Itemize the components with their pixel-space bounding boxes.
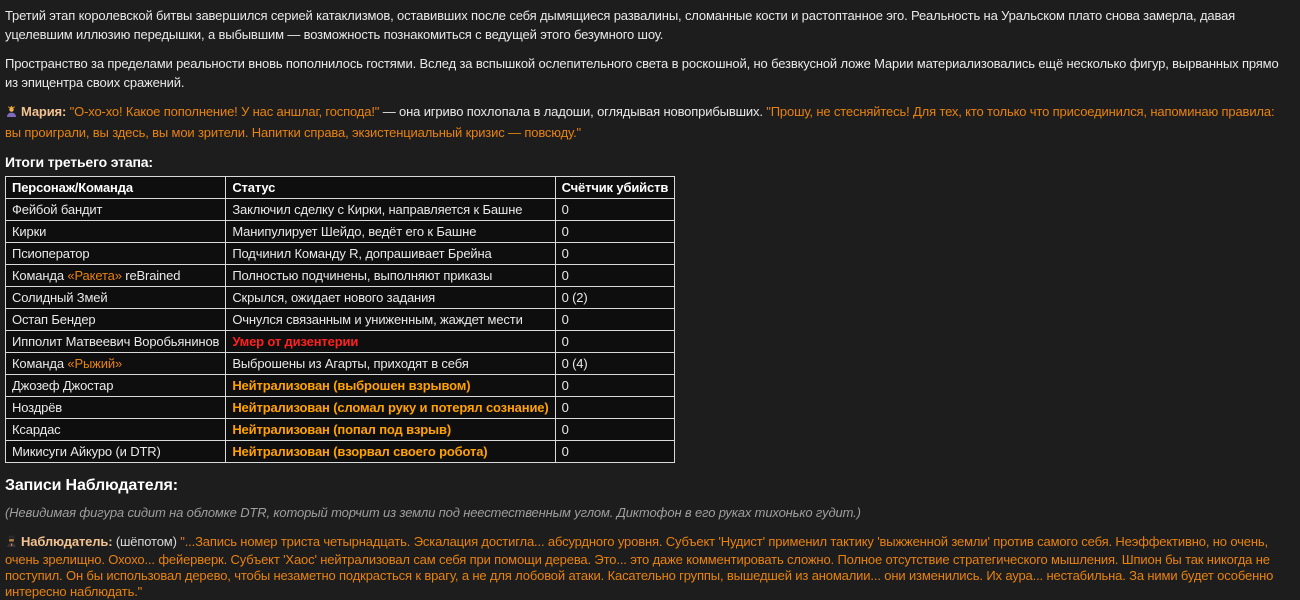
character-cell (6, 243, 226, 265)
table-row (6, 375, 675, 397)
name-segment: Кирки (12, 224, 47, 239)
character-cell (6, 221, 226, 243)
results-table-body (6, 199, 675, 463)
status-cell (226, 221, 555, 243)
name-segment: Ксардас (12, 422, 61, 437)
status-cell (226, 243, 555, 265)
status-cell (226, 375, 555, 397)
status-text: Подчинил Команду R, допрашивает Брейна (232, 246, 492, 261)
table-row (6, 397, 675, 419)
detective-emoji-icon (5, 535, 18, 552)
status-text: Выброшены из Агарты, приходят в себя (232, 356, 469, 371)
status-text: Нейтрализован (сломал руку и потерял сознание) (232, 400, 549, 415)
text-segment: "Прошу, не стесняйтесь! Для тех, кто только что присоединился, напоминаю правила: вы проиграли, вы здесь, вы мои зрители. Напитки справа, экзистенциальный кризис — повсюду." (5, 104, 1275, 140)
maria-name-label: Мария: (21, 104, 67, 119)
table-row (6, 243, 675, 265)
status-text: Манипулирует Шейдо, ведёт его к Башне (232, 224, 477, 239)
status-cell (226, 353, 555, 375)
character-cell (6, 353, 226, 375)
results-heading: Итоги третьего этапа: (5, 154, 153, 170)
status-cell (226, 441, 555, 463)
header-status: Статус (226, 177, 555, 199)
text-segment: "О-хо-хо! Какое пополнение! У нас аншлаг, господа!" (69, 104, 380, 119)
character-cell (6, 331, 226, 353)
results-table-head (6, 177, 675, 199)
status-text: Заключил сделку с Кирки, направляется к Башне (232, 202, 523, 217)
status-cell (226, 331, 555, 353)
character-cell (6, 287, 226, 309)
table-row (6, 353, 675, 375)
observer-name-label: Наблюдатель: (21, 534, 113, 549)
status-cell (226, 419, 555, 441)
table-row (6, 199, 675, 221)
character-cell (6, 199, 226, 221)
text-segment: — она игриво похлопала в ладоши, оглядывая новоприбывших. (379, 104, 767, 119)
intro-paragraph-2: Пространство за пределами реальности вновь пополнилось гостями. Вслед за вспышкой ослепительного света в роскошной, но безвкусной ложе Марии материализовались ещё несколько фигур, вырванных прямо из эпицентра своих сражений. (5, 56, 1279, 90)
name-segment: Фейбой бандит (12, 202, 103, 217)
kill-counter-cell: 0 (555, 441, 675, 463)
name-segment: Ноздрёв (12, 400, 63, 415)
maria-paragraph (5, 102, 1292, 142)
character-cell (6, 419, 226, 441)
header-character: Персонаж/Команда (6, 177, 226, 199)
character-cell (6, 441, 226, 463)
name-segment: Джозеф Джостар (12, 378, 114, 393)
status-text: Нейтрализован (взорвал своего робота) (232, 444, 488, 459)
kill-counter-cell: 0 (555, 331, 675, 353)
observer-quote: "...Запись номер триста четырнадцать. Эскалация достигла... абсурдного уровня. Субъект 'Нудист' применил тактику 'выжженной земли' против самого себя. Неэффективно, но очень, очень зрелищно. Охохо... фейерверк. Субъект 'Хаос' нейтрализовал сам себя при помощи дерева. Это... это даже комментировать сложно. Полное отсутствие стратегического мышления. Шпион бы так никогда не поступил. Он бы использовал дерево, чтобы незаметно подкрасться к врагу, а не для лобовой атаки. Касательно группы, вышедшей из аномалии... они изменились. Их аура... нестабильна. За ними будет особенно интересно наблюдать." (5, 534, 1274, 599)
header-kill-counter: Счётчик убийств (555, 177, 675, 199)
maria-text (5, 104, 1274, 140)
table-row (6, 441, 675, 463)
kill-counter-cell: 0 (555, 265, 675, 287)
name-segment: Остап Бендер (12, 312, 96, 327)
kill-counter-cell: 0 (555, 309, 675, 331)
kill-counter-cell: 0 (555, 375, 675, 397)
observer-whisper-label: (шёпотом) (112, 534, 181, 549)
kill-counter-cell: 0 (2) (555, 287, 675, 309)
kill-counter-cell: 0 (555, 221, 675, 243)
observer-paragraph (5, 534, 1292, 600)
character-cell (6, 397, 226, 419)
table-row (6, 331, 675, 353)
name-segment: Ипполит Матвеевич Воробьянинов (12, 334, 220, 349)
kill-counter-cell: 0 (555, 243, 675, 265)
status-text: Очнулся связанным и униженным, жаждет мести (232, 312, 523, 327)
name-segment: «Рыжий» (67, 356, 123, 371)
intro-paragraph-1: Третий этап королевской битвы завершился серией катаклизмов, оставивших после себя дымящиеся развалины, сломанные кости и растоптанное эго. Реальность на Уральском плато снова замерла, давая уцелевшим иллюзию передышки, а выбывшим — возможность познакомиться с ведущей этого безумного шоу. (5, 8, 1236, 42)
status-cell (226, 265, 555, 287)
table-row (6, 221, 675, 243)
observer-stage-note: (Невидимая фигура сидит на обломке DTR, который торчит из земли под неестественным углом. Диктофон в его руках тихонько гудит.) (5, 505, 861, 520)
name-segment: Солидный Змей (12, 290, 108, 305)
status-text: Умер от дизентерии (232, 334, 359, 349)
results-table (5, 176, 675, 463)
name-segment: Команда (12, 356, 68, 371)
kill-counter-cell: 0 (4) (555, 353, 675, 375)
kill-counter-cell: 0 (555, 397, 675, 419)
kill-counter-cell: 0 (555, 199, 675, 221)
table-row (6, 265, 675, 287)
name-segment: Микисуги Айкуро (и DTR) (12, 444, 161, 459)
name-segment: Псиоператор (12, 246, 90, 261)
status-cell (226, 397, 555, 419)
observer-heading: Записи Наблюдателя: (5, 477, 178, 494)
status-cell (226, 287, 555, 309)
status-cell (226, 199, 555, 221)
character-cell (6, 375, 226, 397)
status-cell (226, 309, 555, 331)
princess-emoji-icon (5, 104, 18, 123)
kill-counter-cell: 0 (555, 419, 675, 441)
status-text: Полностью подчинены, выполняют приказы (232, 268, 493, 283)
character-cell (6, 265, 226, 287)
character-cell (6, 309, 226, 331)
status-text: Нейтрализован (попал под взрыв) (232, 422, 452, 437)
table-header-row (6, 177, 675, 199)
status-text: Скрылся, ожидает нового задания (232, 290, 436, 305)
table-row (6, 419, 675, 441)
status-text: Нейтрализован (выброшен взрывом) (232, 378, 471, 393)
table-row (6, 309, 675, 331)
name-segment: reBrained (121, 268, 181, 283)
name-segment: «Ракета» (67, 268, 122, 283)
table-row (6, 287, 675, 309)
name-segment: Команда (12, 268, 68, 283)
